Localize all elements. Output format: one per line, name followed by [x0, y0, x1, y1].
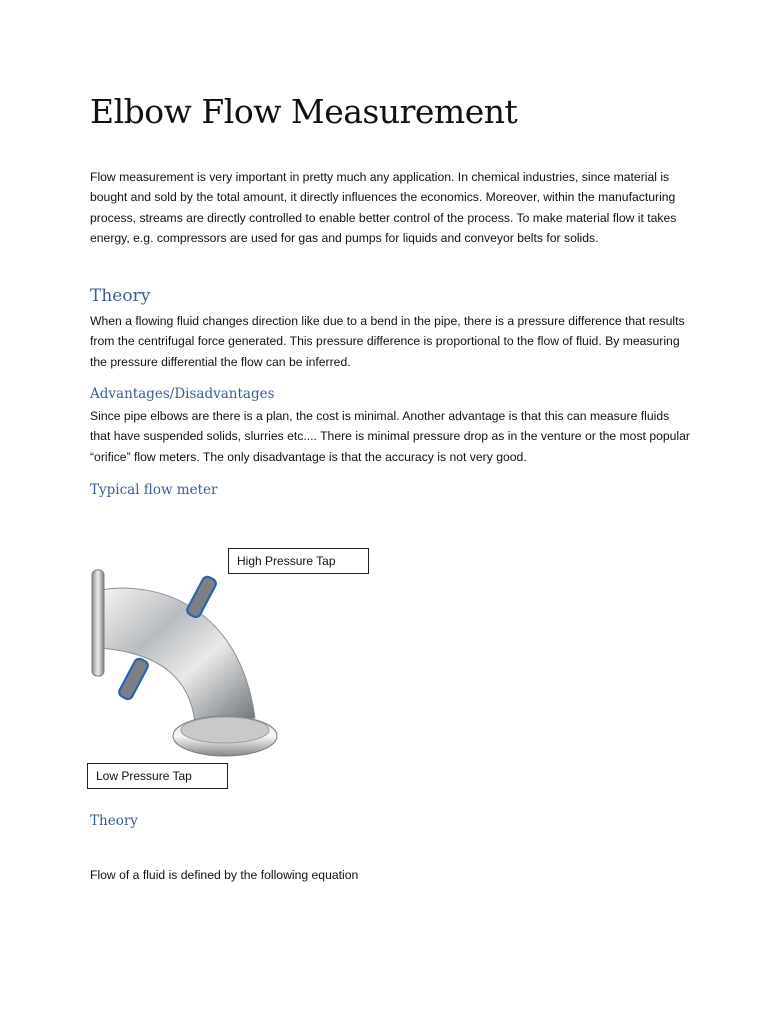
document-title: Elbow Flow Measurement [90, 92, 518, 131]
intro-paragraph: Flow measurement is very important in pretty much any application. In chemical industries, since material is bought and sold by the total amount, it directly influences the economics. Moreover, within the manufacturing process, streams are directly controlled to enable better control of the process. To make material flow it takes energy, e.g. compressors are used for gas and pumps for liquids and conveyor belts for solids. [90, 170, 677, 246]
equation-intro-paragraph: Flow of a fluid is defined by the following equation [90, 868, 359, 882]
left-flange [92, 570, 104, 676]
theory-paragraph: When a flowing fluid changes direction like due to a bend in the pipe, there is a pressure difference that results from the centrifugal force generated. This pressure difference is proportional to the flow of fluid. By measuring the pressure differential the flow can be inferred. [90, 314, 685, 369]
high-pressure-tap [185, 575, 217, 619]
typical-flow-meter-heading: Typical flow meter [90, 482, 218, 498]
low-pressure-tap-label: Low Pressure Tap [87, 763, 228, 789]
elbow-pipe-image [90, 568, 282, 760]
pipe-body [100, 588, 255, 723]
low-pressure-tap [117, 657, 149, 701]
advantages-heading: Advantages/Disadvantages [90, 386, 275, 402]
theory-heading-2: Theory [90, 813, 138, 829]
theory-heading: Theory [90, 286, 151, 306]
high-pressure-tap-label: High Pressure Tap [228, 548, 369, 574]
advantages-paragraph: Since pipe elbows are there is a plan, the cost is minimal. Another advantage is that this can measure fluids that have suspended solids, slurries etc.... There is minimal pressure drop as in the venture or the most popular “orifice” flow meters. The only disadvantage is that the accuracy is not very good. [90, 409, 690, 464]
